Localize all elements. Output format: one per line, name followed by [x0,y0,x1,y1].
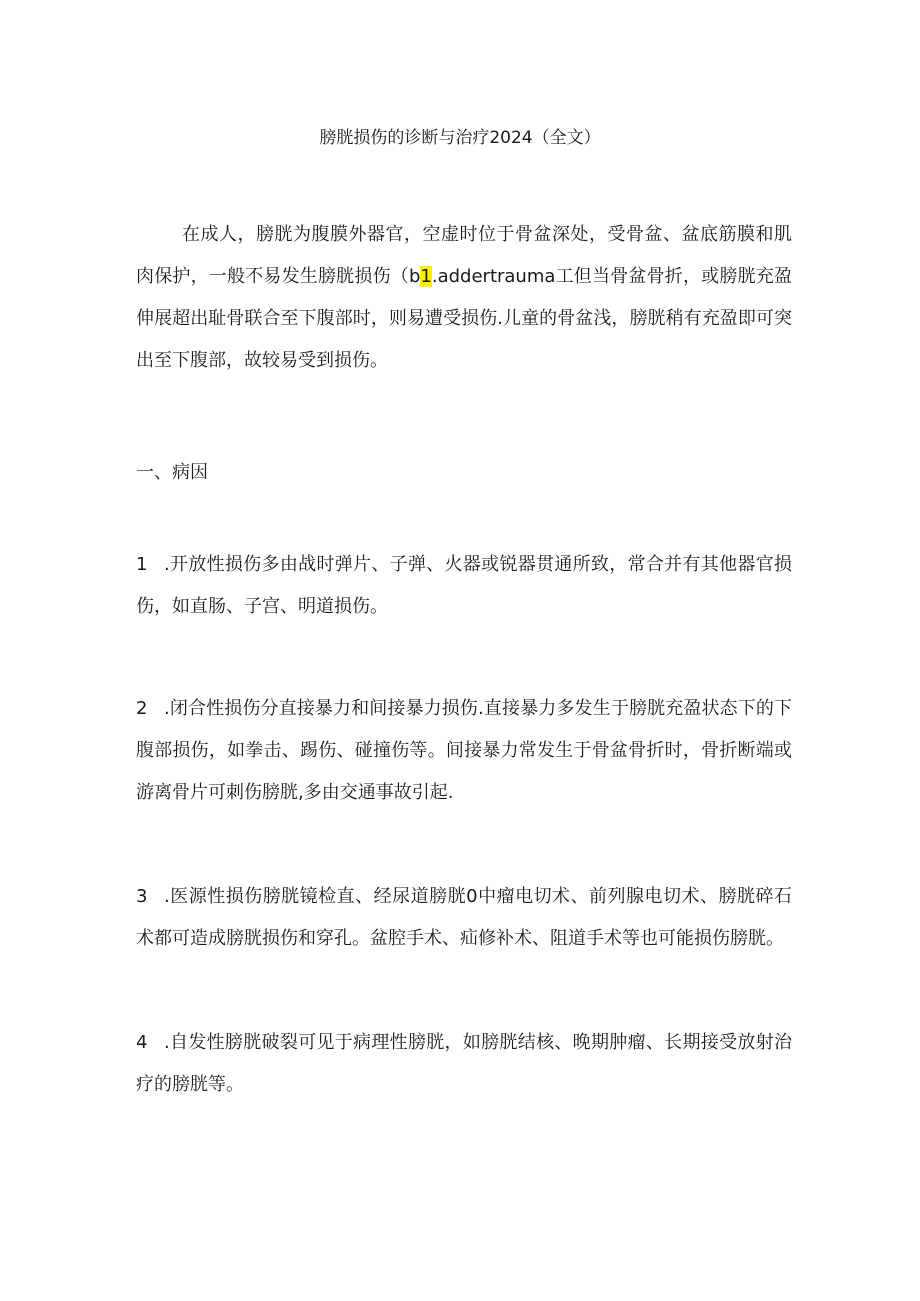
list-item [136,1022,792,1106]
item-number: 4 [136,1032,148,1053]
document-title: 膀胱损伤的诊断与治疗2024（全文） [319,128,601,148]
list-item [136,876,792,960]
item-number: 3 [136,886,148,907]
item-text: .闭合性损伤分直接暴力和间接暴力损伤.直接暴力多发生于膀胱充盈状态下的下腹部损伤，如拳击、踢伤、碰撞伤等。间接暴力常发生于骨盆骨折时，骨折断端或游离骨片可刺伤膀胱,多由交通事故引起. [136,698,792,803]
item-number: 2 [136,698,148,719]
list-item [136,688,792,814]
intro-paragraph [136,214,792,382]
highlighted-text: 1 [420,266,432,287]
item-number: 1 [136,554,148,575]
list-item [136,544,792,628]
item-text: .自发性膀胱破裂可见于病理性膀胱，如膀胱结核、晚期肿瘤、长期接受放射治疗的膀胱等。 [136,1032,792,1095]
section-heading-etiology: 一、病因 [136,462,208,483]
intro-text-before: 在成人，膀胱为腹膜外器官，空虚时位于骨盆深处，受骨盆、盆底筋膜和肌肉保护，一般不易发生膀胱损伤（b [136,224,792,287]
intro-text-after: .addertrauma工但当骨盆骨折，或膀胱充盈伸展超出耻骨联合至下腹部时，则易遭受损伤.儿童的骨盆浅，膀胱稍有充盈即可突出至下腹部，故较易受到损伤。 [136,266,792,371]
item-text: .医源性损伤膀胱镜检直、经尿道膀胱0中瘤电切术、前列腺电切术、膀胱碎石术都可造成膀胱损伤和穿孔。盆腔手术、疝修补术、阻道手术等也可能损伤膀胱。 [136,886,792,949]
item-text: .开放性损伤多由战时弹片、子弹、火器或锐器贯通所致，常合并有其他器官损伤，如直肠、子宫、明道损伤。 [136,554,792,617]
